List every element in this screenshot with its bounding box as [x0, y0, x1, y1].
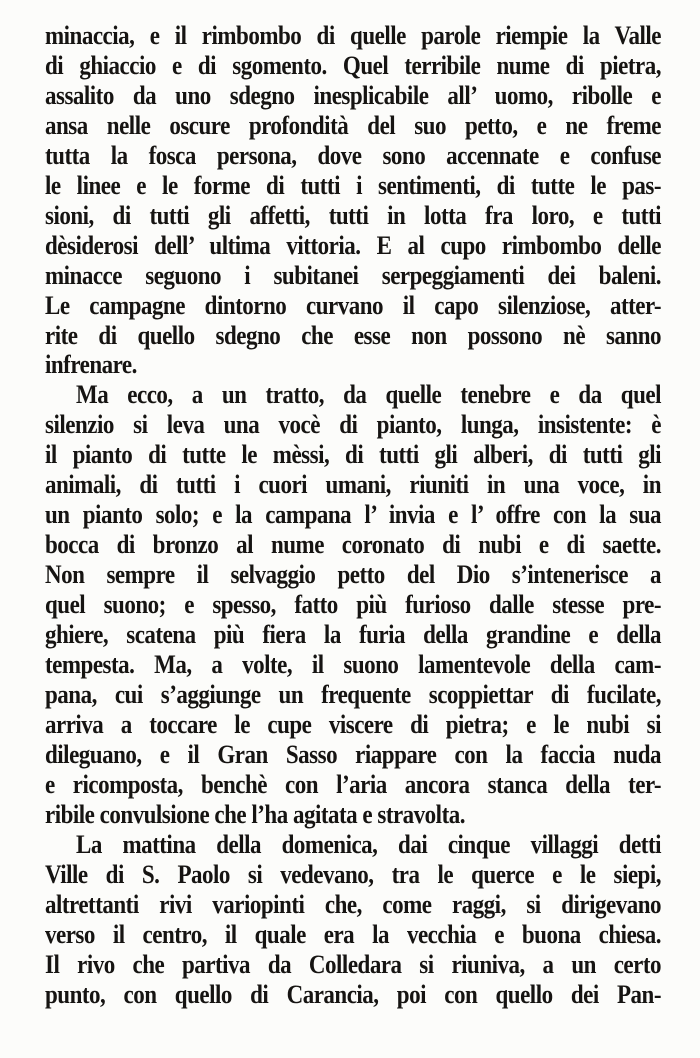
text-line: ghiere, scatena più fiera la furia della grandine e della: [45, 620, 661, 649]
text-line: La mattina della domenica, dai cinque villaggi detti: [76, 829, 661, 859]
text-line: Non sempre il selvaggio petto del Dio s’intenerisce a: [45, 560, 661, 589]
text-line: assalito da uno sdegno inesplicabile all’ uomo, ribolle e: [45, 80, 661, 110]
text-line: silenzio si leva una vocè di pianto, lunga, insistente: è: [45, 410, 661, 439]
text-line: punto, con quello di Carancia, poi con quello dei Pan-: [45, 979, 661, 1008]
text-line: animali, di tutti i cuori umani, riuniti in una voce, in: [45, 470, 661, 499]
text-line: il pianto di tutte le mèssi, di tutti gli alberi, di tutti gli: [45, 440, 661, 469]
text-line: Le campagne dintorno curvano il capo silenziose, atter-: [45, 290, 661, 320]
text-line: ribile convulsione che l’ha agitata e stravolta.: [45, 799, 465, 829]
page-text: [45, 21, 661, 1009]
text-line: di ghiaccio e di sgomento. Quel terribile nume di pietra,: [45, 50, 661, 80]
text-line: infrenare.: [45, 350, 137, 379]
text-line: arriva a toccare le cupe viscere di pietra; e le nubi si: [45, 709, 661, 739]
text-line: quel suono; e spesso, fatto più furioso dalle stesse pre-: [45, 590, 661, 619]
text-line: tempesta. Ma, a volte, il suono lamentevole della cam-: [45, 649, 661, 679]
paragraph: [45, 830, 661, 1010]
text-line: pana, cui s’aggiunge un frequente scoppiettar di fucilate,: [45, 679, 661, 709]
text-line: Ma ecco, a un tratto, da quelle tenebre e da quel: [76, 380, 661, 409]
text-line: minaccia, e il rimbombo di quelle parole riempie la Valle: [45, 20, 661, 50]
text-line: le linee e le forme di tutti i sentimenti, di tutte le pas-: [45, 170, 661, 200]
text-line: altrettanti rivi variopinti che, come raggi, si dirigevano: [45, 889, 661, 919]
text-line: Ville di S. Paolo si vedevano, tra le querce e le siepi,: [45, 859, 661, 889]
text-line: verso il centro, il quale era la vecchia e buona chiesa.: [45, 919, 661, 949]
text-line: un pianto solo; e la campana l’ invia e l’ offre con la sua: [45, 500, 661, 529]
text-line: ansa nelle oscure profondità del suo petto, e ne freme: [45, 110, 661, 140]
paragraph: [45, 21, 661, 380]
text-line: e ricomposta, benchè con l’aria ancora stanca della ter-: [45, 769, 661, 799]
paragraph: [45, 380, 661, 829]
text-line: bocca di bronzo al nume coronato di nubi e di saette.: [45, 530, 661, 559]
text-line: rite di quello sdegno che esse non possono nè sanno: [45, 320, 661, 350]
text-line: Il rivo che partiva da Colledara si riuniva, a un certo: [45, 949, 661, 979]
text-line: sioni, di tutti gli affetti, tutti in lotta fra loro, e tutti: [45, 200, 661, 230]
text-line: tutta la fosca persona, dove sono accennate e confuse: [45, 140, 661, 170]
text-line: dèsiderosi dell’ ultima vittoria. E al cupo rimbombo delle: [45, 230, 661, 260]
text-line: minacce seguono i subitanei serpeggiamenti dei baleni.: [45, 260, 661, 290]
text-line: dileguano, e il Gran Sasso riappare con la faccia nuda: [45, 739, 661, 769]
